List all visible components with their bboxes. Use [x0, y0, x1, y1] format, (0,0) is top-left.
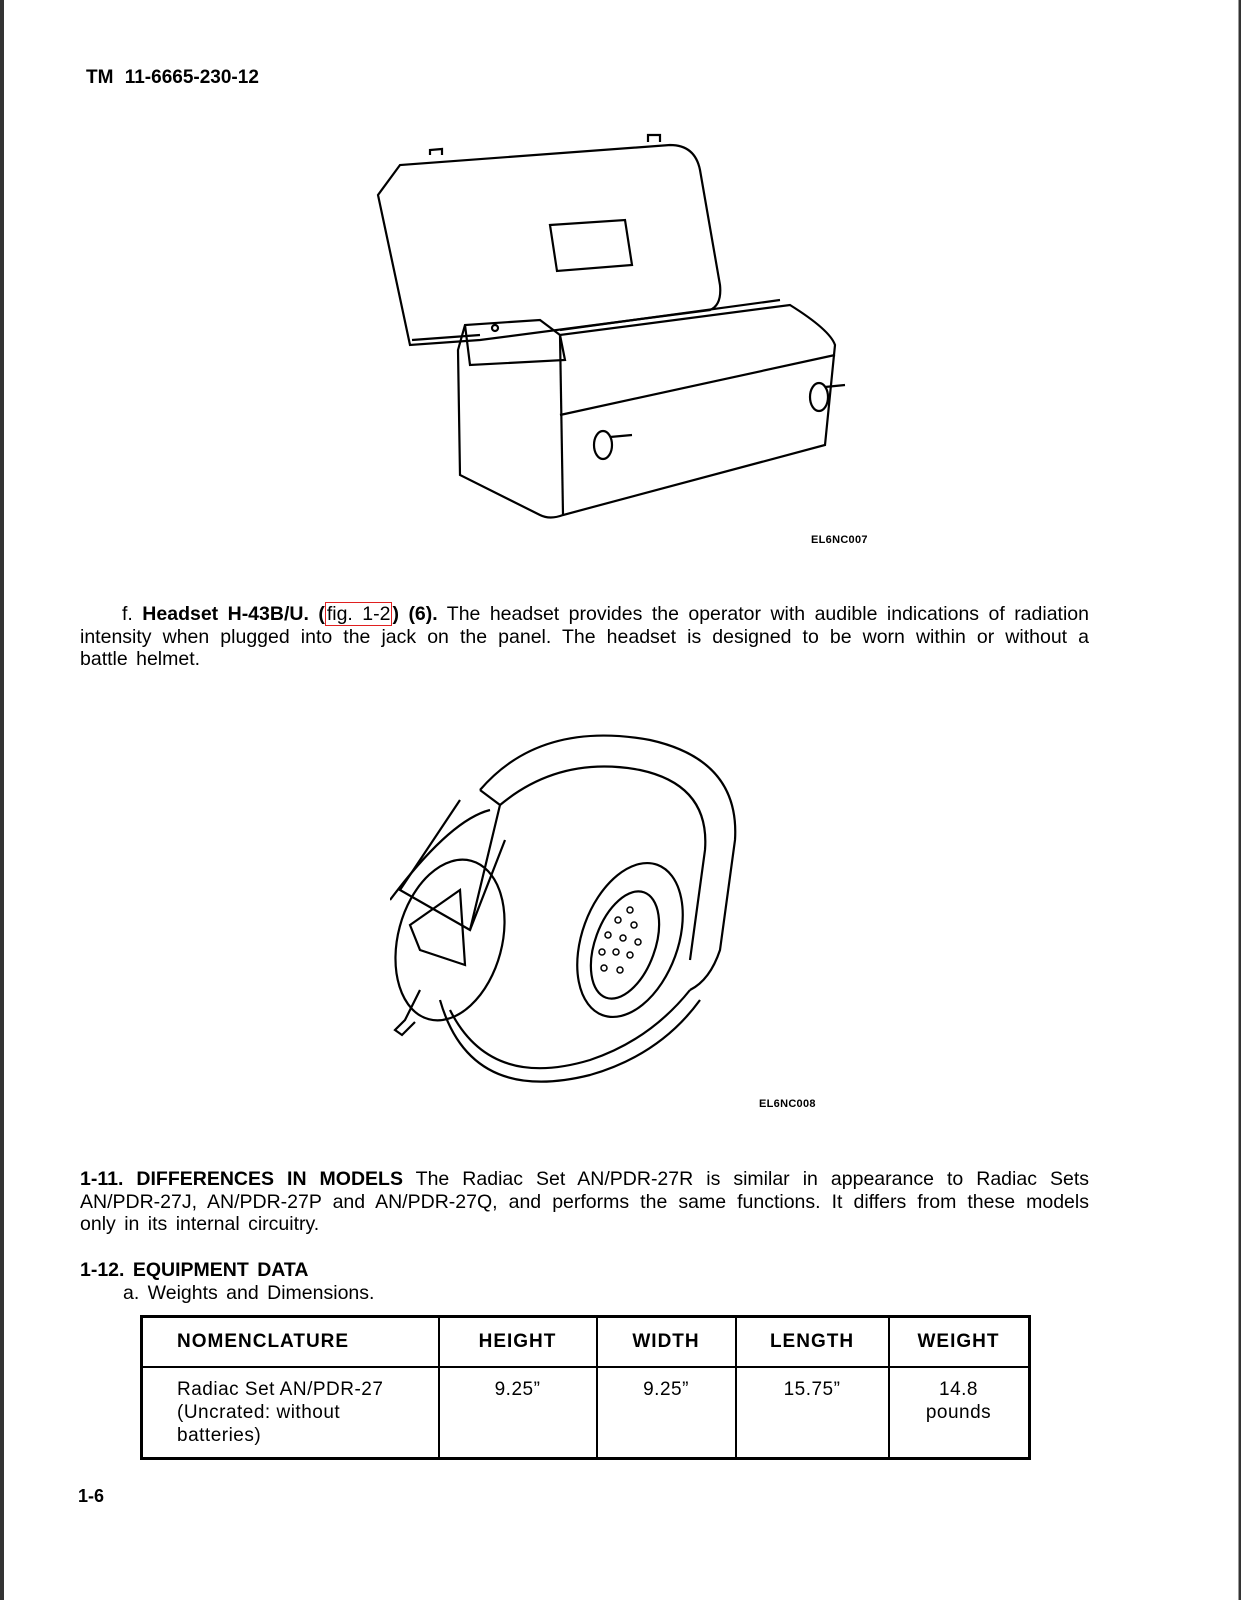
carrying-case-illustration: [370, 125, 870, 535]
weight-unit: pounds: [925, 1402, 992, 1423]
figure-label: EL6NC008: [759, 1098, 816, 1110]
cell-length: 15.75”: [736, 1367, 889, 1459]
table-header-row: [142, 1317, 1030, 1368]
nomenclature-line: (Uncrated: without: [177, 1402, 341, 1423]
headset-illustration: [390, 730, 770, 1110]
page-number: 1-6: [78, 1486, 105, 1506]
item-number: (6).: [408, 603, 438, 625]
section-body: The Radiac Set AN/PDR-27R is similar in appearance to Radiac Sets AN/PDR-27J, AN/PDR-27P and AN/PDR-27Q, and performs the same functions. It differs from these models only in its internal circuitry.: [80, 1168, 1089, 1235]
subsection-a: a. Weights and Dimensions.: [123, 1282, 375, 1304]
col-height: HEIGHT: [439, 1317, 597, 1368]
para-body: The headset provides the operator with audible indications of radiation intensity when plugged into the jack on the panel. The headset is designed to be worn within or without a battle helmet.: [80, 603, 1089, 670]
paragraph-f: [80, 603, 1089, 671]
col-nomenclature: NOMENCLATURE: [142, 1317, 439, 1368]
nomenclature-line: Radiac Set AN/PDR-27: [177, 1379, 384, 1400]
section-1-12-heading: [80, 1259, 1089, 1282]
paren-open: (: [318, 603, 325, 625]
cell-weight: [889, 1367, 1030, 1459]
cell-width: 9.25”: [597, 1367, 736, 1459]
section-heading: 1-11. DIFFERENCES IN MODELS: [80, 1168, 403, 1190]
weight-value: 14.8: [939, 1379, 978, 1400]
figure-link[interactable]: fig. 1-2: [326, 603, 391, 625]
col-width: WIDTH: [597, 1317, 736, 1368]
figure-label: EL6NC007: [811, 534, 868, 546]
viewer-left-edge: [0, 0, 4, 1600]
document-number: TM 11-6665-230-12: [86, 67, 259, 88]
col-weight: WEIGHT: [889, 1317, 1030, 1368]
cell-height: 9.25”: [439, 1367, 597, 1459]
para-prefix: f.: [122, 603, 133, 625]
section-1-11: [80, 1168, 1089, 1236]
section-heading: 1-12. EQUIPMENT DATA: [80, 1259, 309, 1281]
paren-close: ): [392, 603, 399, 625]
table-row: [142, 1367, 1030, 1459]
nomenclature-line: batteries): [177, 1425, 262, 1446]
cell-nomenclature: [142, 1367, 439, 1459]
equipment-data-table: [140, 1315, 1031, 1460]
para-title: Headset H-43B/U.: [142, 603, 309, 625]
col-length: LENGTH: [736, 1317, 889, 1368]
